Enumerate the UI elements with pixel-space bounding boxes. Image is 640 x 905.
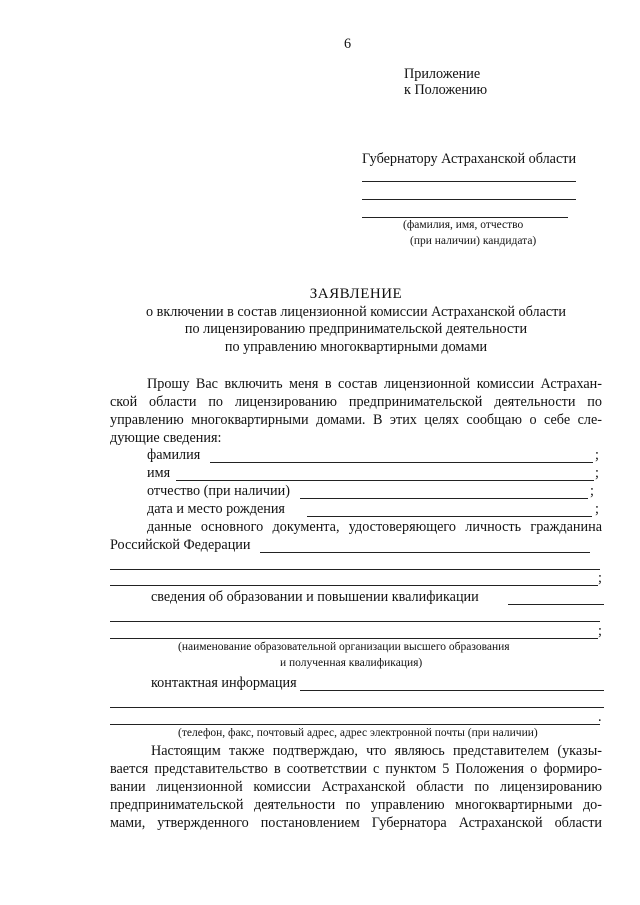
document-field-3[interactable] [110,585,598,586]
intro-line-3: управлению многоквартирными домами. В этих целях сообщаю о себе сле- [110,412,602,428]
intro-line-1: Прошу Вас включить меня в состав лицензионной комиссии Астрахан- [147,376,602,392]
patronymic-semicolon: ; [590,483,594,499]
closing-line-1: Настоящим также подтверждаю, что являюсь представителем (указы- [151,743,602,759]
name-semicolon: ; [595,465,599,481]
document-field-2[interactable] [110,569,600,570]
closing-line-2: вается представительство в соответствии с пунктом 5 Положения о формиро- [110,761,602,777]
surname-label: фамилия [147,447,201,463]
birth-field[interactable] [307,516,592,517]
name-label: имя [147,465,171,481]
contact-field-1[interactable] [300,690,604,691]
addressee-caption-1: (фамилия, имя, отчество [403,219,524,231]
name-field[interactable] [176,480,594,481]
contact-field-2[interactable] [110,707,604,708]
contact-period: . [598,709,602,725]
birth-semicolon: ; [595,501,599,517]
document-label-2: Российской Федерации [110,537,251,553]
education-field-1[interactable] [508,604,604,605]
contact-caption: (телефон, факс, почтовый адрес, адрес электронной почты (при наличии) [178,727,538,739]
education-caption-1: (наименование образовательной организации высшего образования [178,641,510,653]
subtitle-line-3: по управлению многоквартирными домами [224,339,488,355]
education-label: сведения об образовании и повышении квалификации [151,589,479,605]
addressee-line-1 [362,181,576,182]
document-label-1: данные основного документа, удостоверяющего личность гражданина [147,519,602,535]
patronymic-label: отчество (при наличии) [147,483,290,499]
birth-label: дата и место рождения [147,501,285,517]
surname-field[interactable] [210,462,593,463]
intro-line-2: ской области по лицензированию предпринимательской деятельности по [110,394,602,410]
subtitle-line-2: по лицензированию предпринимательской деятельности [184,321,528,337]
surname-semicolon: ; [595,447,599,463]
intro-line-4: дующие сведения: [110,430,222,446]
closing-line-4: предпринимательской деятельности по управлению многоквартирными до- [110,797,602,813]
closing-line-3: вании лицензионной комиссии Астраханской области по лицензированию [110,779,602,795]
addressee-line-3 [362,217,568,218]
subtitle-line-1: о включении в состав лицензионной комиссии Астраханской области [146,304,566,320]
addressee-caption-2: (при наличии) кандидата) [410,235,537,247]
appendix-line1: Приложение [404,66,481,82]
closing-line-5: мами, утвержденного постановлением Губернатора Астраханской области [110,815,602,831]
education-semicolon: ; [598,623,602,639]
patronymic-field[interactable] [300,498,588,499]
education-field-2[interactable] [110,621,600,622]
document-field-1[interactable] [260,552,590,553]
education-field-3[interactable] [110,638,598,639]
appendix-line2: к Положению [404,82,488,98]
education-caption-2: и полученная квалификация) [280,657,423,669]
contact-field-3[interactable] [110,724,600,725]
document-title: ЗАЯВЛЕНИЕ [309,286,403,302]
addressee-to: Губернатору Астраханской области [362,151,577,167]
document-semicolon: ; [598,570,602,586]
page-number: 6 [344,36,352,52]
contact-label: контактная информация [151,675,297,691]
addressee-line-2 [362,199,576,200]
